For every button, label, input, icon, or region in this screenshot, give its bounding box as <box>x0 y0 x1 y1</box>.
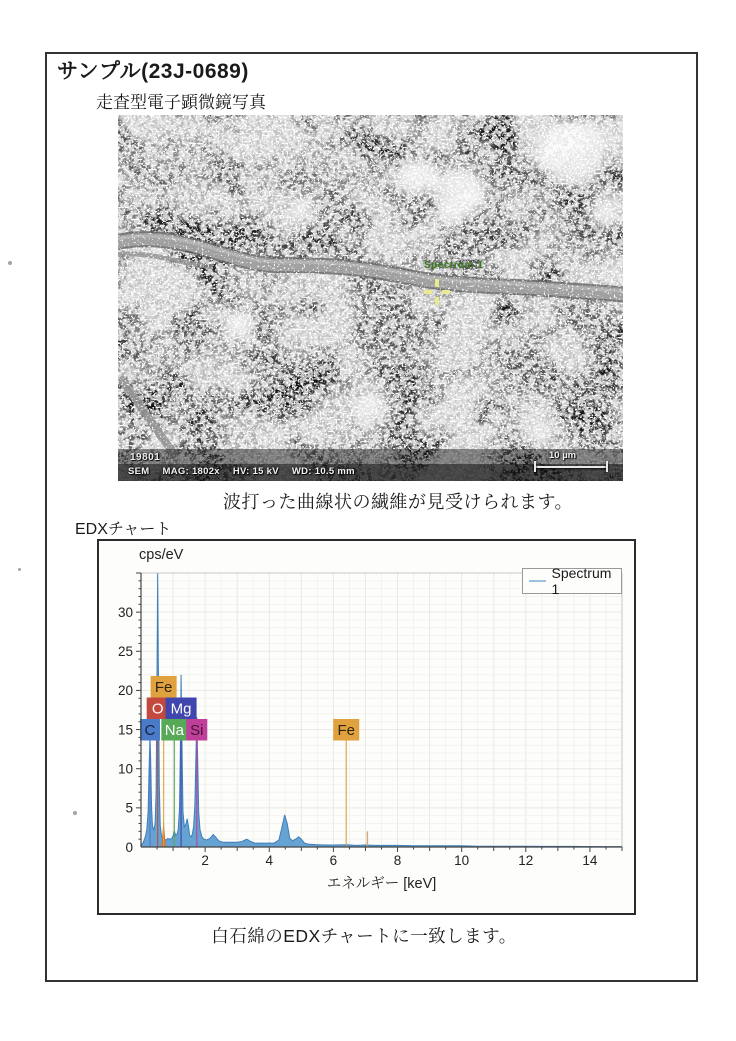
edx-section-heading: EDXチャート <box>75 521 172 538</box>
svg-text:14: 14 <box>582 853 598 868</box>
spectrum-point-label: Spectrum 1 <box>424 260 484 271</box>
sem-frame-id: 19801 <box>130 452 161 463</box>
scalebar-label: 10 µm <box>549 450 577 461</box>
sem-overlay <box>118 115 623 481</box>
svg-text:5: 5 <box>125 800 133 816</box>
scalebar-line <box>534 466 608 468</box>
scan-artifact-dot <box>8 261 12 265</box>
sem-detector: SEM <box>128 466 150 477</box>
legend-line-swatch <box>529 580 546 582</box>
edx-chart <box>97 539 636 915</box>
chart-legend <box>522 565 622 597</box>
svg-text:Mg: Mg <box>170 700 192 718</box>
svg-text:Si: Si <box>190 721 204 739</box>
sem-section-heading: 走査型電子顕微鏡写真 <box>96 93 266 112</box>
scalebar-tick-left <box>534 461 536 472</box>
svg-text:15: 15 <box>117 722 133 738</box>
sem-databar <box>128 466 355 477</box>
svg-text:12: 12 <box>518 853 534 868</box>
scan-artifact-dot <box>73 811 77 815</box>
svg-text:10: 10 <box>454 853 470 868</box>
svg-text:6: 6 <box>329 853 338 868</box>
sem-wd: WD: 10.5 mm <box>291 466 355 477</box>
scan-artifact-dot <box>18 568 21 571</box>
svg-text:Na: Na <box>164 721 184 739</box>
svg-text:20: 20 <box>117 683 133 699</box>
svg-text:8: 8 <box>393 853 402 868</box>
sem-mag: MAG: 1802x <box>162 466 220 477</box>
svg-text:4: 4 <box>265 853 274 868</box>
crosshair-marker <box>424 290 432 294</box>
svg-text:Fe: Fe <box>154 678 173 696</box>
svg-text:2: 2 <box>201 853 209 868</box>
scalebar-tick-right <box>606 461 608 472</box>
svg-text:30: 30 <box>117 604 133 620</box>
svg-text:25: 25 <box>117 644 133 660</box>
svg-text:C: C <box>144 721 156 739</box>
sem-caption: 波打った曲線状の繊維が見受けられます。 <box>222 492 574 512</box>
page-title: サンプル(23J-0689) <box>57 60 249 83</box>
svg-text:0: 0 <box>125 839 133 855</box>
sem-hv: HV: 15 kV <box>232 466 279 477</box>
chart-x-axis-label: エネルギー [keV] <box>326 876 437 892</box>
svg-text:O: O <box>151 700 164 718</box>
crosshair-marker <box>442 290 450 294</box>
crosshair-marker <box>435 297 439 305</box>
crosshair-marker <box>435 279 439 287</box>
svg-text:Fe: Fe <box>337 721 355 739</box>
edx-caption: 白石綿のEDXチャートに一致します。 <box>211 926 517 946</box>
legend-series-name: Spectrum 1 <box>551 565 612 597</box>
sem-micrograph <box>118 115 623 481</box>
svg-text:10: 10 <box>117 761 133 777</box>
chart-unit-label: cps/eV <box>139 547 184 563</box>
